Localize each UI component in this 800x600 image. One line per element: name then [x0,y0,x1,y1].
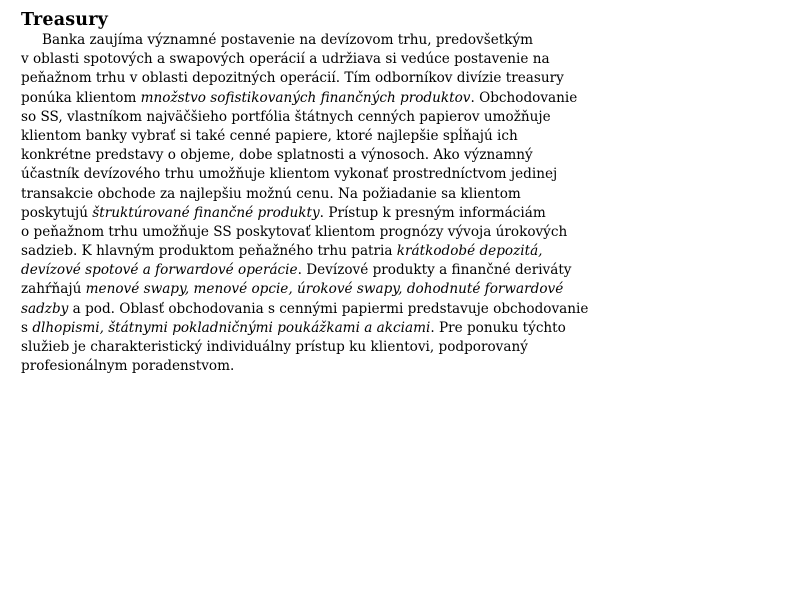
italic-text: menové swapy, menové opcie, úrokové swapy, dohodnuté forwardové [85,281,564,298]
text-run: o peňažnom trhu umožňuje SS poskytovať klientom prognózy vývoja úrokových [21,223,568,240]
italic-text: devízové spotové a forwardové operácie [21,262,298,279]
paragraph-line [21,338,631,357]
paragraph-line [21,261,631,280]
paragraph-line [21,185,631,204]
text-run: so SS, vlastníkom najväčšieho portfólia štátnych cenných papierov umožňuje [21,108,551,125]
paragraph-line [21,69,631,88]
text-run: s [21,319,33,336]
text-run: klientom banky vybrať si také cenné papiere, ktoré najlepšie spĺňajú ich [21,127,518,144]
text-run: konkrétne predstavy o objeme, dobe splatnosti a výnosoch. Ako významný [21,147,533,164]
text-run: sadzieb. K hlavným produktom peňažného trhu patria [21,243,397,260]
text-run: v oblasti spotových a swapových operácií a udržiava si vedúce postavenie na [21,51,550,68]
italic-text: krátkodobé depozitá, [396,243,543,260]
paragraph-line [21,204,631,223]
paragraph-line [21,50,631,69]
paragraph-line [21,357,631,376]
paragraph-line [21,127,631,146]
paragraph-line [21,242,631,261]
text-run: zahŕňajú [21,281,86,298]
text-run: a pod. Oblasť obchodovania s cennými papiermi predstavuje obchodovanie [68,300,589,317]
italic-text: sadzby [21,300,69,317]
paragraph-line [21,146,631,165]
italic-text: dlhopismi, štátnymi pokladničnými poukážkami a akciami [32,319,431,336]
document-page [21,9,631,376]
text-run: transakcie obchode za najlepšiu možnú cenu. Na požiadanie sa klientom [21,185,521,202]
text-run: poskytujú [21,204,93,221]
body-paragraph [21,31,631,376]
text-run: služieb je charakteristický individuálny prístup ku klientovi, podporovaný [21,339,528,355]
text-run: . Devízové produkty a finančné deriváty [297,262,572,279]
italic-text: štruktúrované finančné produkty [92,204,320,221]
text-run: . Pre ponuku týchto [430,319,566,336]
paragraph-line [21,31,631,50]
text-run: ponúka klientom [21,89,141,106]
text-run: peňažnom trhu v oblasti depozitných operácií. Tím odborníkov divízie treasury [21,70,564,87]
text-run: profesionálnym poradenstvom. [21,358,235,375]
paragraph-line [21,89,631,108]
paragraph-line [21,223,631,242]
italic-text: množstvo sofistikovaných finančných produktov [140,89,471,106]
page-title: Treasury [21,10,109,30]
text-run: účastník devízového trhu umožňuje klientom vykonať prostredníctvom jedinej [21,166,558,183]
text-run: . Prístup k presným informáciám [319,204,546,221]
paragraph-line [21,319,631,338]
paragraph-line [21,280,631,299]
paragraph-line [21,108,631,127]
paragraph-line [21,165,631,184]
text-run: . Obchodovanie [470,89,578,106]
paragraph-line [21,300,631,319]
text-run: Banka zaujíma významné postavenie na devízovom trhu, predovšetkým [42,32,534,48]
